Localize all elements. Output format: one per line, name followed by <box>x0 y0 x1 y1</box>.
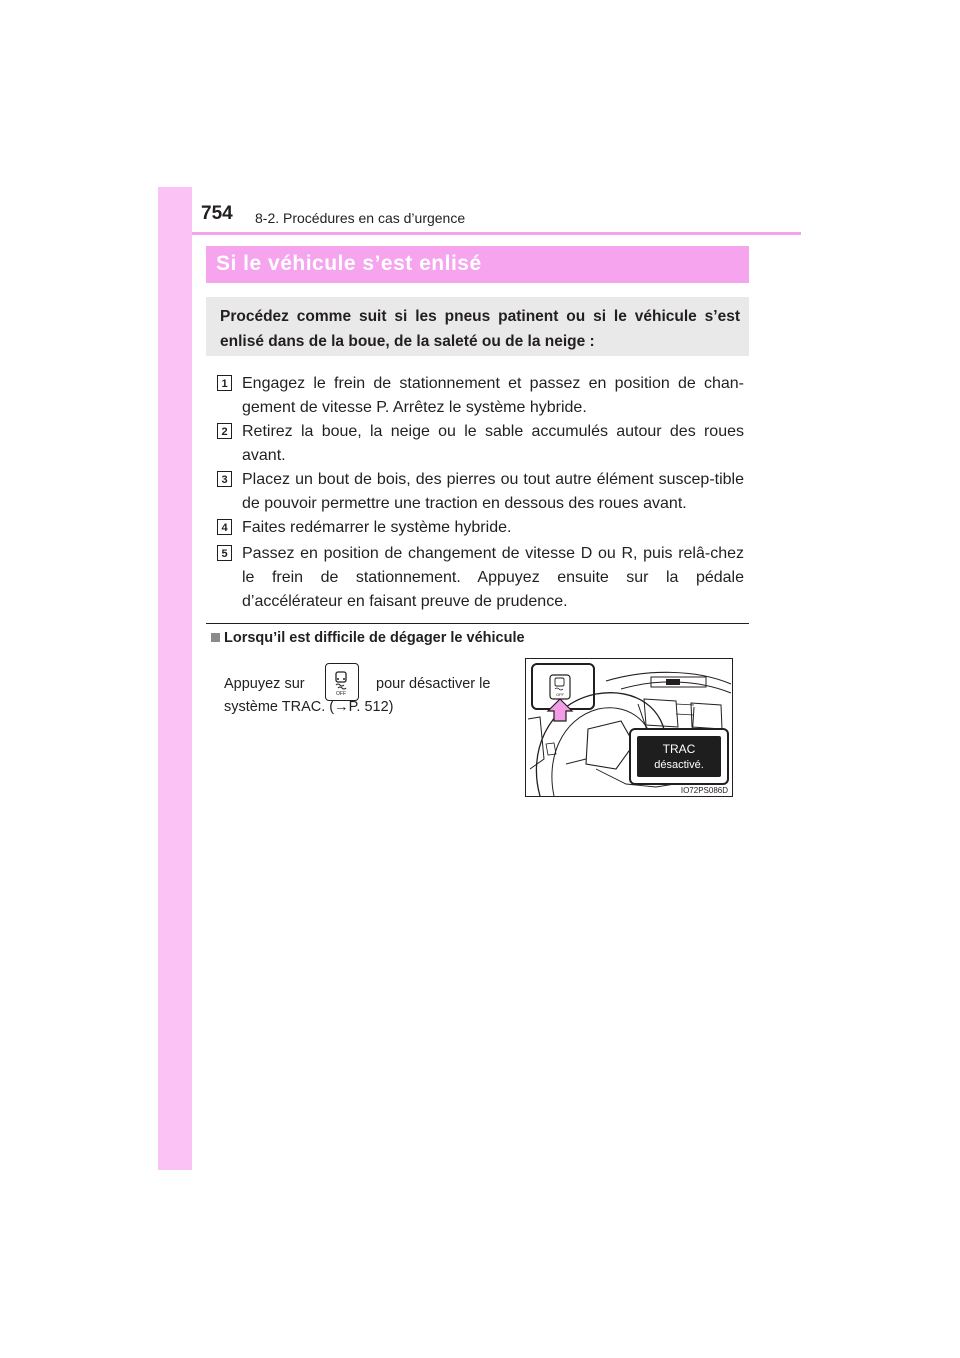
note-text-line2: système TRAC. (→P. 512) <box>224 699 394 715</box>
note-text-end: pour désactiver le <box>376 676 491 692</box>
header-rule <box>192 232 801 235</box>
step-number: 5 <box>217 545 232 561</box>
multi-info-display <box>637 736 721 777</box>
trac-off-display-callout <box>629 728 729 785</box>
step-text: Retirez la boue, la neige ou le sable accumulés autour des roues avant. <box>242 423 744 464</box>
step-number: 3 <box>217 471 232 487</box>
section-title: Si le véhicule s’est enlisé <box>216 252 482 275</box>
chapter-heading: 8-2. Procédures en cas d’urgence <box>255 210 466 226</box>
step-number: 2 <box>217 423 232 439</box>
subsection-title: Lorsqu’il est difficile de dégager le véhicule <box>224 630 525 646</box>
step-number: 1 <box>217 375 232 391</box>
svg-text:OFF: OFF <box>336 691 346 697</box>
intro-text: Procédez comme suit si les pneus patinent ou si le véhicule s’est enlisé dans de la boue, de la saleté ou de la neige : <box>220 308 740 350</box>
step-text: Faites redémarrer le système hybride. <box>242 519 512 536</box>
square-bullet-icon <box>211 633 220 642</box>
page-number: 754 <box>201 203 233 224</box>
step-number: 4 <box>217 519 232 535</box>
figure-code: IO72PS086D <box>680 786 728 795</box>
display-line-2: désactivé. <box>654 759 704 771</box>
section-title-bar <box>206 246 749 283</box>
note-text-start: Appuyez sur <box>224 676 305 692</box>
dashboard-figure <box>525 658 733 797</box>
display-line-1: TRAC <box>662 742 696 756</box>
step-text: Engagez le frein de stationnement et passez en position de chan-gement de vitesse P. Arrêtez le système hybride. <box>242 375 744 416</box>
side-tab-band <box>158 187 192 1170</box>
step-text: Passez en position de changement de vitesse D ou R, puis relâ-chez le frein de stationnement. Appuyez ensuite sur la pédale d’accélérateur en faisant preuve de prudence. <box>242 545 744 610</box>
step-text: Placez un bout de bois, des pierres ou tout autre élément suscep-tible de pouvoir permettre une traction en dessous des roues avant. <box>242 471 744 512</box>
svg-text:OFF: OFF <box>556 692 564 697</box>
skid-car-icon <box>326 664 357 699</box>
intro-box <box>206 297 749 356</box>
section-divider <box>206 623 749 624</box>
trac-off-button-icon <box>325 663 359 701</box>
